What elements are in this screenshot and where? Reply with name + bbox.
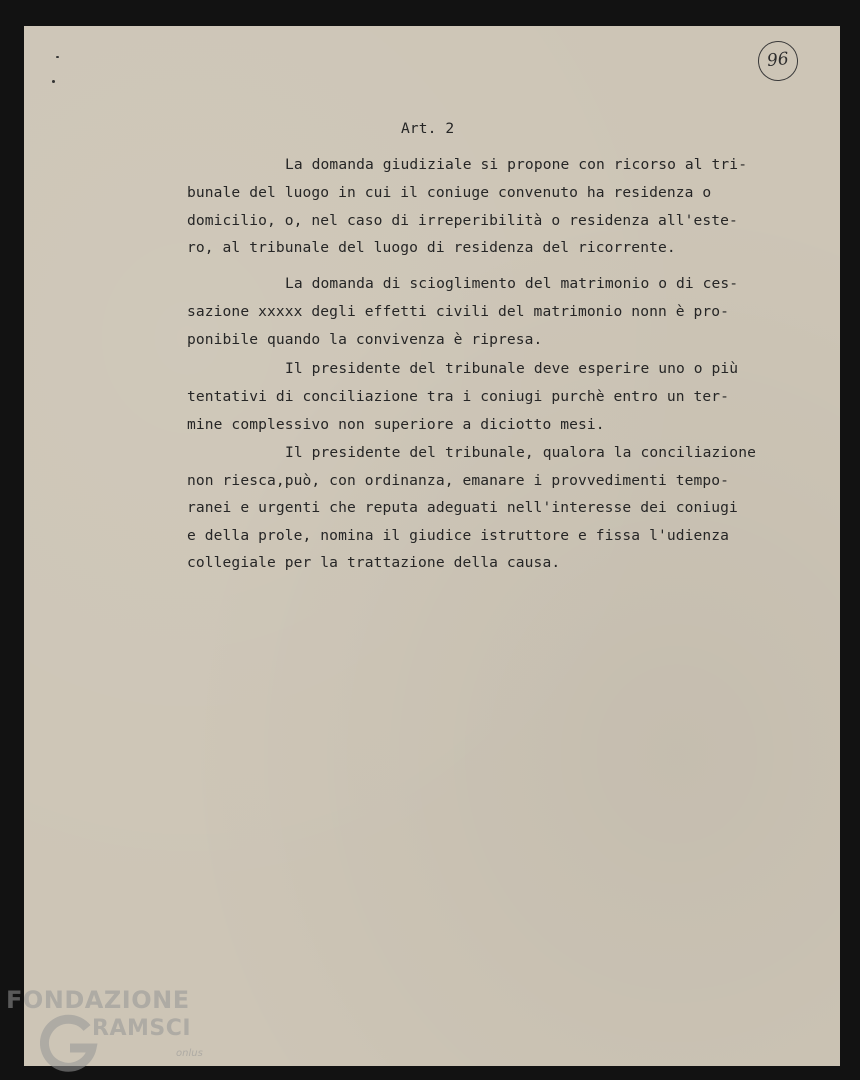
text-line: e della prole, nomina il giudice istruttore e fissa l'udienza [187, 527, 730, 544]
paper-speck [52, 80, 55, 83]
text-line: domicilio, o, nel caso di irreperibilità o residenza all'este- [187, 212, 738, 229]
document-page [24, 26, 840, 1066]
paper-speck [56, 56, 59, 58]
text-line: ro, al tribunale del luogo di residenza del ricorrente. [187, 239, 676, 256]
text-line: ponibile quando la convivenza è ripresa. [187, 331, 543, 348]
text-line: La domanda giudiziale si propone con ricorso al tri- [285, 156, 748, 173]
text-line: La domanda di scioglimento del matrimonio o di ces- [285, 275, 739, 292]
text-line: Il presidente del tribunale, qualora la conciliazione [285, 444, 756, 461]
text-line: collegiale per la trattazione della causa. [187, 554, 561, 571]
text-line: mine complessivo non superiore a diciotto mesi. [187, 416, 605, 433]
text-line: bunale del luogo in cui il coniuge convenuto ha residenza o [187, 184, 712, 201]
article-heading: Art. 2 [401, 120, 455, 137]
g-logo-icon [40, 1014, 98, 1072]
watermark-line1: FONDAZIONE [6, 986, 190, 1014]
watermark-suffix: onlus [176, 1048, 203, 1059]
page-number-stamp: 96 [756, 39, 800, 83]
fondazione-gramsci-watermark [6, 986, 221, 1080]
text-line: non riesca,può, con ordinanza, emanare i provvedimenti tempo- [187, 472, 730, 489]
watermark-line2: RAMSCI [92, 1016, 192, 1041]
text-line: ranei e urgenti che reputa adeguati nell'interesse dei coniugi [187, 499, 738, 516]
text-line: sazione xxxxx degli effetti civili del matrimonio nonn è pro- [187, 303, 730, 320]
text-line: Il presidente del tribunale deve esperire uno o più [285, 360, 739, 377]
text-line: tentativi di conciliazione tra i coniugi purchè entro un ter- [187, 388, 730, 405]
